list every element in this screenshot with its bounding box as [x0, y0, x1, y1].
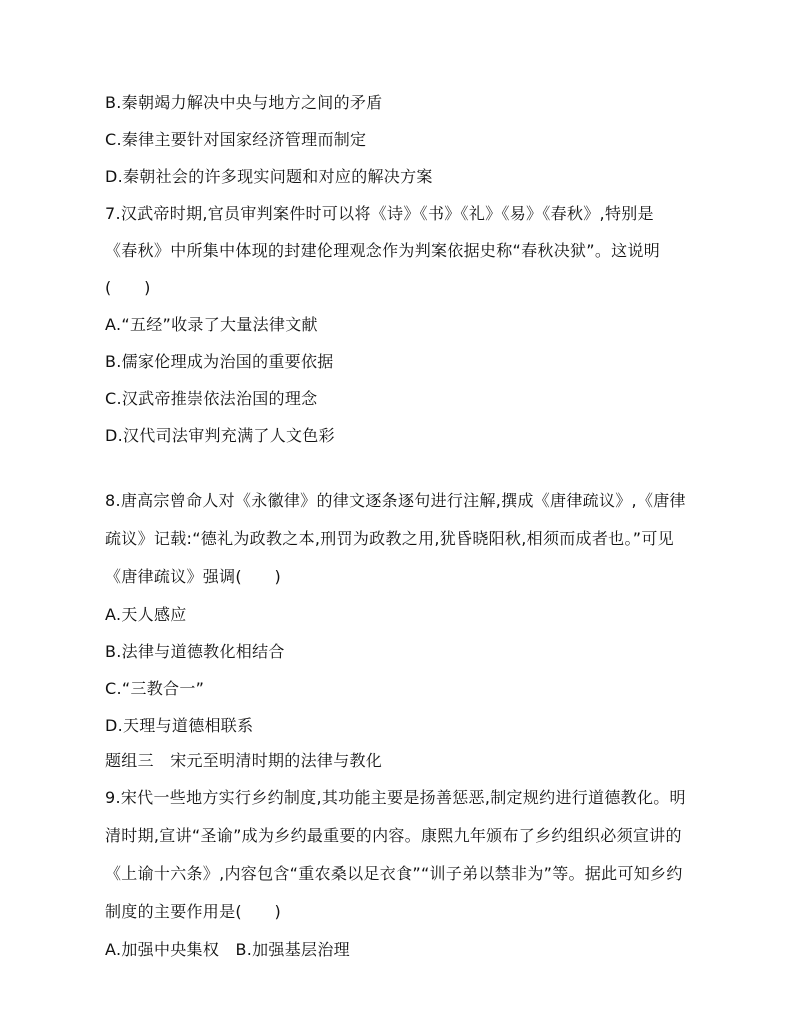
question-9-line-4: 制度的主要作用是( ) — [105, 902, 282, 921]
section-heading-3: 题组三 宋元至明清时期的法律与教化 — [105, 751, 383, 770]
option-7d: D.汉代司法审判充满了人文色彩 — [105, 426, 335, 445]
option-6d: D.秦朝社会的许多现实问题和对应的解决方案 — [105, 167, 433, 186]
question-9-line-2: 清时期,宣讲“圣谕”成为乡约最重要的内容。康熙九年颁布了乡约组织必须宣讲的 — [105, 826, 682, 845]
option-8b: B.法律与道德教化相结合 — [105, 642, 285, 661]
question-8-line-2: 疏议》记载:“德礼为政教之本,刑罚为政教之用,犹昏晓阳秋,相须而成者也。”可见 — [105, 529, 674, 548]
option-8a: A.天人感应 — [105, 605, 187, 624]
option-8c: C.“三教合一” — [105, 679, 205, 698]
option-6b: B.秦朝竭力解决中央与地方之间的矛盾 — [105, 93, 383, 112]
option-7b: B.儒家伦理成为治国的重要依据 — [105, 352, 334, 371]
question-9-line-1: 9.宋代一些地方实行乡约制度,其功能主要是扬善惩恶,制定规约进行道德教化。明 — [105, 788, 686, 807]
question-7-line-1: 7.汉武帝时期,官员审判案件时可以将《诗》《书》《礼》《易》《春秋》,特别是 — [105, 204, 654, 223]
option-8d: D.天理与道德相联系 — [105, 716, 254, 735]
question-7-line-2: 《春秋》中所集中体现的封建伦理观念作为判案依据史称“春秋决狱”。这说明 — [105, 241, 661, 260]
options-9ab: A.加强中央集权 B.加强基层治理 — [105, 940, 350, 959]
question-9-line-3: 《上谕十六条》,内容包含“重农桑以足衣食”“训子弟以禁非为”等。据此可知乡约 — [105, 864, 683, 883]
question-8-line-3: 《唐律疏议》强调( ) — [105, 567, 282, 586]
option-7c: C.汉武帝推崇依法治国的理念 — [105, 389, 318, 408]
option-6c: C.秦律主要针对国家经济管理而制定 — [105, 130, 367, 149]
question-8-line-1: 8.唐高宗曾命人对《永徽律》的律文逐条逐句进行注解,撰成《唐律疏议》,《唐律 — [105, 491, 686, 510]
question-7-blank: ( ) — [105, 278, 151, 297]
option-7a: A.“五经”收录了大量法律文献 — [105, 315, 318, 334]
